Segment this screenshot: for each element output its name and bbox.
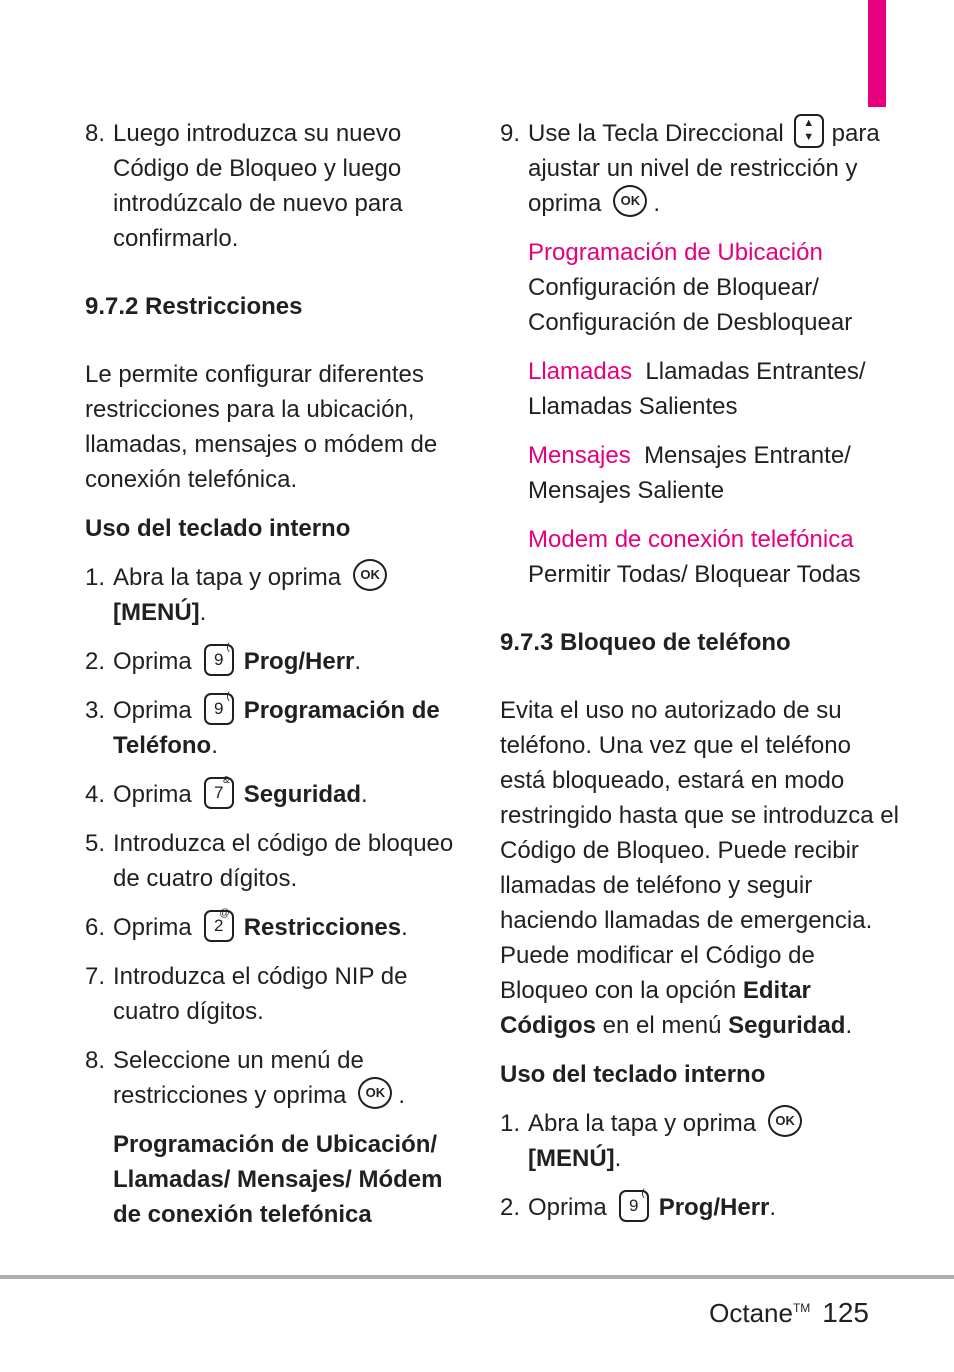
step-number: 8. (85, 1047, 106, 1074)
option-label: Llamadas (528, 358, 633, 385)
step-number: 4. (85, 781, 106, 808)
option-value: Llamadas Entrantes/ Llamadas Salientes (528, 358, 866, 420)
step-5-item (85, 826, 457, 896)
section-tab-marker (868, 0, 886, 107)
step-number: 1. (500, 1110, 521, 1137)
step-text: Introduzca el código NIP de cuatro dígitos. (113, 963, 408, 1025)
step-2-item: 2. Oprima 9 ( Prog/Herr. (85, 644, 457, 679)
menu-label: Prog/Herr (658, 1194, 770, 1221)
option-modem (500, 522, 900, 592)
footer-rule (0, 1275, 954, 1279)
left-column (85, 116, 457, 1232)
step-6-item: 6. Oprima 2 @ Restricciones. (85, 910, 457, 945)
step-number: 7. (85, 963, 106, 990)
step-number: 5. (85, 830, 106, 857)
step-number: 1. (85, 564, 106, 591)
step-text: Use la Tecla Direccional (528, 120, 784, 147)
step-number: 2. (500, 1194, 521, 1221)
option-label: Modem de conexión telefónica (528, 526, 854, 553)
step-number: 2. (85, 648, 106, 675)
key-9-icon: 9 ( (204, 693, 234, 725)
menu-label: Restricciones (243, 914, 402, 941)
step-text: Abra la tapa y oprima (113, 564, 342, 591)
step-9-item: 9. Use la Tecla Direccional ▲ ▼ para ajustar un nivel de restricción y oprima OK . (500, 116, 900, 221)
ok-key-icon: OK (358, 1077, 392, 1109)
right-column (500, 116, 900, 1225)
step-text: Oprima (113, 648, 192, 675)
step-8b-item: 8. Seleccione un menú de restricciones y oprima OK . (85, 1043, 457, 1113)
key-2-icon: 2 @ (204, 910, 234, 942)
step-text: Luego introduzca su nuevo Código de Bloqueo y luego introdúzcalo de nuevo para confirmarlo. (113, 120, 403, 252)
subheading-teclado: Uso del teclado interno (85, 515, 351, 542)
option-ubicacion (500, 235, 900, 340)
option-value: Mensajes Entrante/ Mensajes Saliente (528, 442, 851, 504)
ok-key-icon: OK (768, 1105, 802, 1137)
section-title-bloqueo: 9.7.3 Bloqueo de teléfono (500, 629, 791, 656)
step-text: Oprima (113, 914, 192, 941)
trademark-mark: TM (792, 1301, 811, 1315)
option-label: Mensajes (528, 442, 631, 469)
step-text: para ajustar un nivel de restricción y oprima (528, 120, 880, 217)
step-2-item: 2. Oprima 9 ( Prog/Herr. (500, 1190, 900, 1225)
menu-label: [MENÚ] (528, 1145, 615, 1172)
section-intro: Le permite configurar diferentes restricciones para la ubicación, llamadas, mensajes o módem de conexión telefónica. (85, 361, 438, 493)
ok-key-icon: OK (613, 185, 647, 217)
key-9-icon: 9 ( (204, 644, 234, 676)
menu-label: Programación de Teléfono (113, 697, 440, 759)
menu-label: Seguridad (243, 781, 362, 808)
menu-label: [MENÚ] (113, 599, 200, 626)
step-number: 8. (85, 120, 106, 147)
option-mensajes (500, 438, 900, 508)
direction-key-icon: ▲ ▼ (794, 114, 824, 148)
option-label: Programación de Ubicación (528, 239, 823, 266)
step-text: Introduzca el código de bloqueo de cuatro dígitos. (113, 830, 454, 892)
editar-codigos-label: Editar Códigos (500, 977, 811, 1039)
page-footer (709, 1290, 869, 1331)
option-value: Permitir Todas/ Bloquear Todas (528, 561, 861, 588)
step-3-item: 3. Oprima 9 ( Programación de Teléfono. (85, 693, 457, 763)
option-value: Configuración de Bloquear/ Configuración de Desbloquear (528, 274, 853, 336)
seguridad-label: Seguridad (728, 1012, 846, 1039)
step-1-item: 1. Abra la tapa y oprima OK [MENÚ]. (85, 560, 457, 630)
page-number: 125 (822, 1297, 869, 1328)
key-7-icon: 7 & (204, 777, 234, 809)
menu-label: Prog/Herr (243, 648, 355, 675)
step-4-item: 4. Oprima 7 & Seguridad. (85, 777, 457, 812)
step-text: Oprima (113, 697, 192, 724)
step-text: Oprima (113, 781, 192, 808)
step-number: 3. (85, 697, 106, 724)
step-number: 9. (500, 120, 521, 147)
restriction-options-list: Programación de Ubicación/ Llamadas/ Mensajes/ Módem de conexión telefónica (113, 1131, 443, 1228)
step-text: Abra la tapa y oprima (528, 1110, 757, 1137)
brand-name: Octane (709, 1298, 793, 1328)
step-text: Oprima (528, 1194, 607, 1221)
subheading-teclado: Uso del teclado interno (500, 1061, 766, 1088)
section-title-restricciones: 9.7.2 Restricciones (85, 293, 303, 320)
step-8-item (85, 116, 457, 256)
ok-key-icon: OK (353, 559, 387, 591)
step-text: Seleccione un menú de restricciones y oprima (113, 1047, 364, 1109)
key-9-icon: 9 ( (619, 1190, 649, 1222)
step-1-item: 1. Abra la tapa y oprima OK [MENÚ]. (500, 1106, 900, 1176)
section-body: Evita el uso no autorizado de su teléfono. Una vez que el teléfono está bloqueado, estará en modo restringido hasta que se introduzca el Código de Bloqueo. Puede recibir llamadas de teléfono y seguir haciendo llamadas de emergencia. Puede modificar el Código de Bloqueo con la opción Editar Códigos en el menú Seguridad. (500, 697, 899, 1039)
step-7-item (85, 959, 457, 1029)
option-llamadas (500, 354, 900, 424)
step-number: 6. (85, 914, 106, 941)
